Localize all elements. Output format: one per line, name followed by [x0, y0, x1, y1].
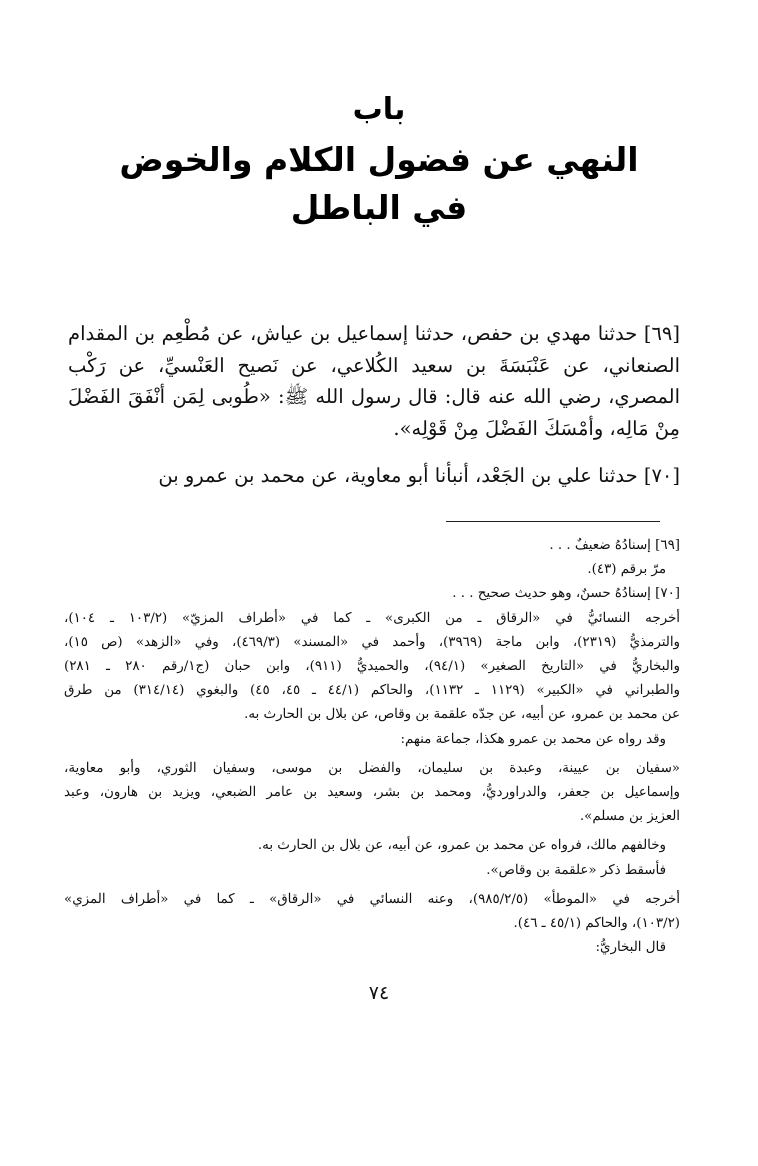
footnote-line: «سفيان بن عيينة، وعبدة بن سليمان، والفضل بن موسى، وسفيان الثوري، وأبو معاوية،	[64, 760, 680, 776]
footnote-line: وقد رواه عن محمد بن عمرو هكذا، جماعة منهم:	[400, 731, 666, 747]
footnote-line: العزيز بن مسلم».	[579, 809, 680, 825]
footnote-70-grade: [٧٠] إسنادُهُ حسنٌ، وهو حديث صحيح . . .	[452, 586, 680, 602]
footnote-divider	[446, 521, 660, 522]
page-number: ٧٤	[368, 982, 390, 1004]
chapter-title-continued: في الباطل	[290, 188, 468, 227]
footnote-69-reference: مرّ برقم (٤٣).	[587, 562, 666, 578]
footnote-69-grade: [٦٩] إسنادُهُ ضعيفٌ . . .	[549, 538, 680, 553]
footnote-line: وخالفهم مالك، فرواه عن محمد بن عمرو، عن أبيه، عن بلال بن الحارث به.	[257, 838, 666, 854]
footnote-line: (١٠٣/٢)، والحاكم (٤٥/١ ـ ٤٦).	[513, 916, 680, 932]
footnote-line: أخرجه في «الموطأ» (٩٨٥/٢/٥)، وعنه النسائي في «الرقاق» ـ كما في «أطراف المزي»	[64, 891, 680, 907]
hadith-70: [٧٠] حدثنا علي بن الجَعْد، أنبأنا أبو معاوية، عن محمد بن عمرو بن	[158, 464, 680, 487]
footnotes	[64, 534, 680, 960]
chapter-label: باب	[352, 92, 406, 127]
footnote-line: فأسقط ذكر «علقمة بن وقاص».	[486, 862, 666, 878]
footnote-line: أخرجه النسائيُّ في «الرقاق ـ من الكبرى» ـ كما في «أطراف المزيّ» (١٠٣/٢ ـ ١٠٤)،	[64, 610, 680, 626]
footnote-line: قال البخاريُّ:	[595, 940, 666, 956]
hadith-69: [٦٩] حدثنا مهدي بن حفص، حدثنا إسماعيل بن عياش، عن مُطْعِم بن المقدام الصنعاني، عن عَنْبَسَةَ بن سعيد الكُلاعي، عن نَصيح العَنْسيِّ، عن رَكْب المصري، رضي الله عنه قال: قال رسول الله ﷺ: «طُوبى لِمَن أنْفَقَ الفَضْلَ مِنْ مَالِه، وأمْسَكَ الفَضْلَ مِنْ قَوْلِه».	[68, 322, 680, 440]
footnote-line: والطبراني في «الكبير» (١١٢٩ ـ ١١٣٢)، والحاكم (٤٤/١ ـ ٤٥، ٤٥) والبغوي (٣١٤/١٤) من طرق	[64, 683, 680, 699]
footnote-line: عن محمد بن عمرو، عن أبيه، عن جدّه علقمة بن وقاص، عن بلال بن الحارث به.	[244, 707, 680, 723]
footnote-line: والترمذيُّ (٢٣١٩)، وابن ماجة (٣٩٦٩)، وأحمد في «المسند» (٤٦٩/٣)، وفي «الزهد» (ص ١٥)،	[64, 634, 680, 650]
chapter-title: النهي عن فضول الكلام والخوض	[119, 140, 639, 179]
footnote-line: والبخاريُّ في «التاريخ الصغير» (٩٤/١)، والحميديُّ (٩١١)، وابن حبان (ج١/رقم ٢٨٠ ـ ٢٨١)	[64, 659, 680, 675]
footnote-line: وإسماعيل بن جعفر، والدراورديُّ، ومحمد بن بشر، وسعيد بن عامر الضبعي، ويزيد بن هارون، وعبد	[64, 785, 680, 801]
